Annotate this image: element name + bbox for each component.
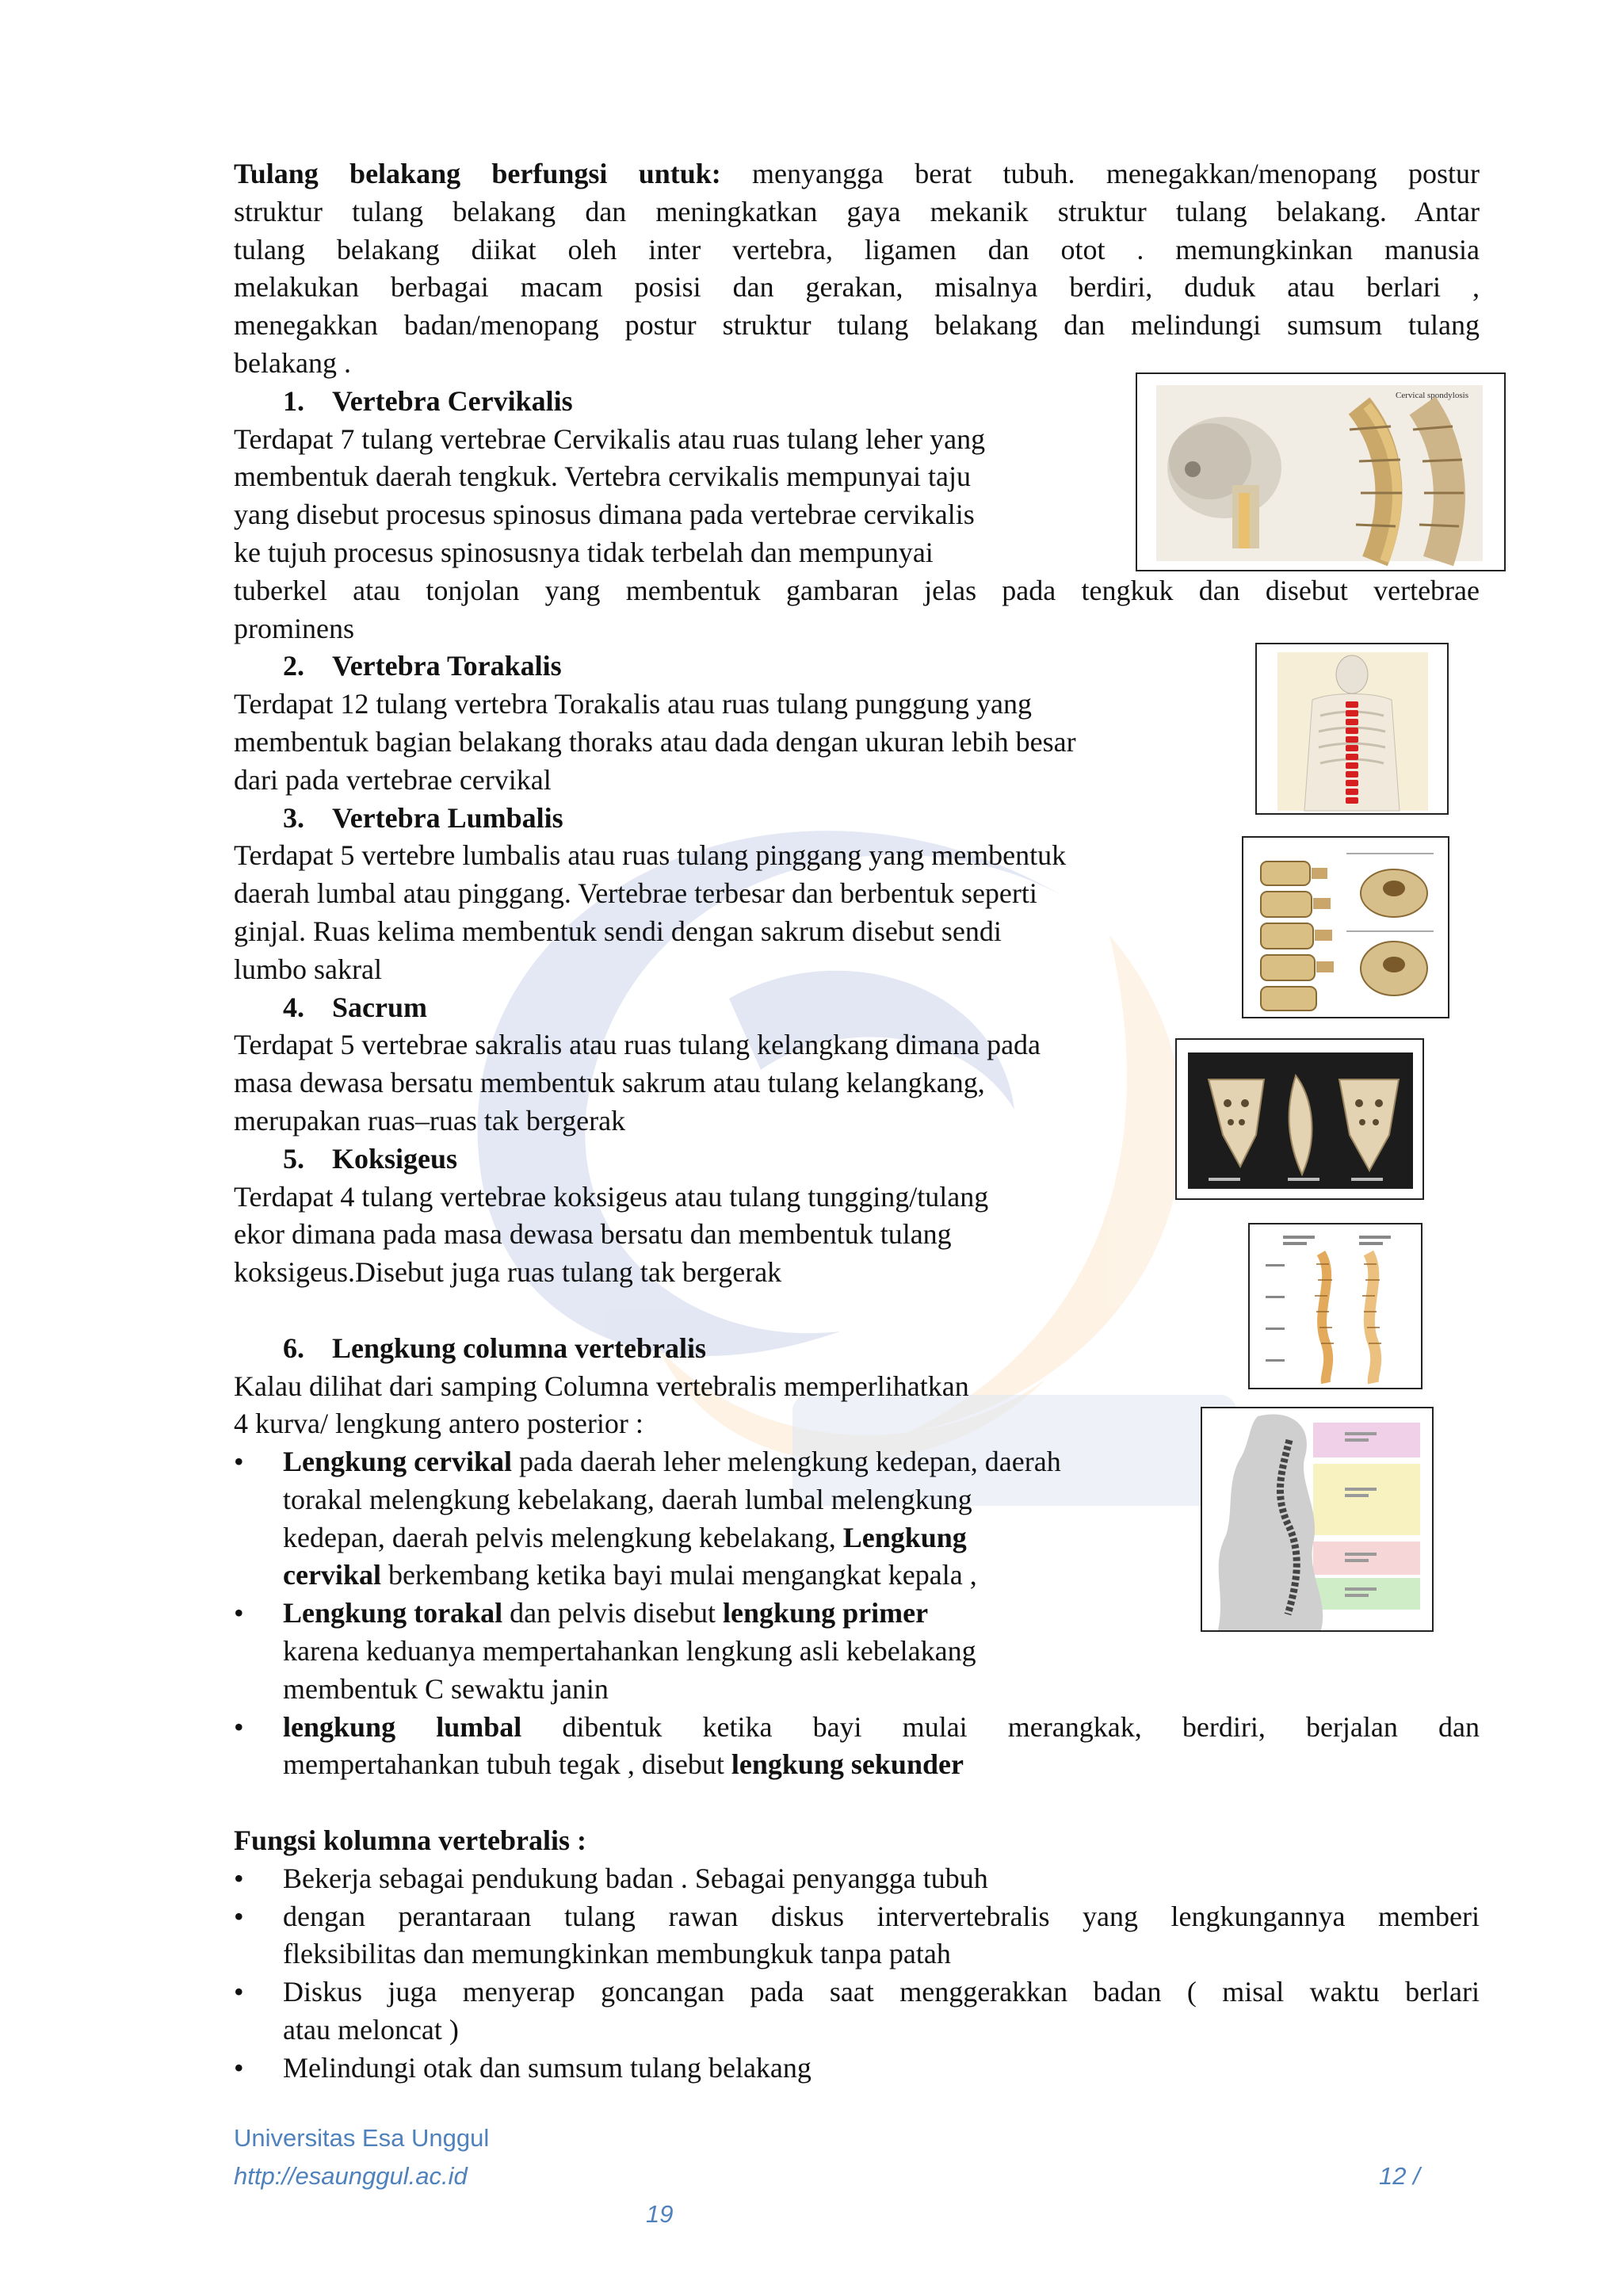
cervikalis-line-3: yang disebut procesus spinosus dimana pada vertebrae cervikalis: [234, 499, 975, 531]
bullet-item: • dengan perantaraan tulang rawan diskus intervertebralis yang lengkungannya memberi: [234, 1900, 1480, 1932]
section-heading-lumbalis: 3. Vertebra Lumbalis: [283, 801, 563, 834]
intro-line-4: melakukan berbagai macam posisi dan gerakan, misalnya berdiri, duduk atau berlari ,: [234, 271, 1480, 304]
sacrum-line-1: Terdapat 5 vertebrae sakralis atau ruas tulang kelangkang dimana pada: [234, 1029, 1041, 1061]
column-illustration: [1250, 1224, 1421, 1388]
footer-page-total: 19: [646, 2200, 674, 2228]
bullet-item: • Melindungi otak dan sumsum tulang belakang: [234, 2051, 812, 2084]
cervical-illustration: [1137, 374, 1504, 570]
intro-line-1: Tulang belakang berfungsi untuk: menyangga berat tubuh. menegakkan/menopang postur: [234, 158, 1480, 189]
bullet-continuation: cervikal berkembang ketika bayi mulai mengangkat kepala ,: [283, 1559, 977, 1591]
torakalis-line-3: dari pada vertebrae cervikal: [234, 763, 552, 796]
section-heading-torakalis: 2. Vertebra Torakalis: [283, 650, 562, 682]
bullet-continuation: membentuk C sewaktu janin: [283, 1672, 609, 1705]
lengkung-line-1: Kalau dilihat dari samping Columna vertebralis memperlihatkan: [234, 1370, 969, 1402]
lumbalis-line-4: lumbo sakral: [234, 953, 382, 985]
cervikalis-line-6: prominens: [234, 612, 354, 644]
lumbar-illustration: [1243, 838, 1448, 1017]
figure-cervical-spine: [1136, 372, 1506, 571]
section-heading-lengkung: 6. Lengkung columna vertebralis: [283, 1331, 707, 1364]
intro-line-3: tulang belakang diikat oleh inter vertebra, ligamen dan otot . memungkinkan manusia: [234, 233, 1480, 266]
torakalis-line-1: Terdapat 12 tulang vertebra Torakalis atau ruas tulang punggung yang: [234, 688, 1032, 720]
bullet-continuation: fleksibilitas dan memungkinkan membungkuk tanpa patah: [283, 1938, 951, 1970]
lumbalis-line-3: ginjal. Ruas kelima membentuk sendi dengan sakrum disebut sendi: [234, 915, 1002, 947]
fungsi-heading: Fungsi kolumna vertebralis :: [234, 1824, 587, 1857]
figure-caption: Cervical spondylosis: [1396, 391, 1468, 400]
bullet-continuation: kedepan, daerah pelvis melengkung kebelakang, Lengkung: [283, 1521, 967, 1553]
figure-thoracic-spine: [1255, 643, 1449, 815]
bullet-continuation: torakal melengkung kebelakang, daerah lumbal melengkung: [283, 1483, 972, 1515]
torakalis-line-2: membentuk bagian belakang thoraks atau dada dengan ukuran lebih besar: [234, 725, 1076, 758]
figure-vertebral-column: [1248, 1223, 1423, 1389]
koksigeus-line-1: Terdapat 4 tulang vertebrae koksigeus atau tulang tungging/tulang: [234, 1180, 989, 1213]
section-heading-cervikalis: 1. Vertebra Cervikalis: [283, 384, 573, 417]
cervikalis-line-5: tuberkel atau tonjolan yang membentuk gambaran jelas pada tengkuk dan disebut vertebrae: [234, 574, 1480, 606]
bullet-continuation: mempertahankan tubuh tegak , disebut lengkung sekunder: [283, 1748, 964, 1781]
intro-line-2: struktur tulang belakang dan meningkatkan gaya mekanik struktur tulang belakang. Antar: [234, 195, 1480, 227]
bullet-continuation: atau meloncat ): [283, 2014, 459, 2046]
figure-lumbar-vertebrae: [1242, 836, 1449, 1018]
figure-sacrum: [1175, 1038, 1424, 1200]
bullet-item: • Lengkung torakal dan pelvis disebut lengkung primer: [234, 1597, 929, 1629]
bullet-item: • Bekerja sebagai pendukung badan . Sebagai penyangga tubuh: [234, 1862, 988, 1894]
bullet-item: • lengkung lumbal dibentuk ketika bayi mulai merangkak, berdiri, berjalan dan: [234, 1710, 1480, 1743]
cervikalis-line-4: ke tujuh procesus spinosusnya tidak terbelah dan mempunyai: [234, 536, 934, 568]
sacrum-line-3: merupakan ruas–ruas tak bergerak: [234, 1104, 626, 1137]
bullet-item: • Lengkung cervikal pada daerah leher melengkung kedepan, daerah: [234, 1446, 1061, 1478]
koksigeus-line-2: ekor dimana pada masa dewasa bersatu dan membentuk tulang: [234, 1218, 952, 1251]
spacer: [234, 1784, 1480, 1822]
footer-university: Universitas Esa Unggul: [234, 2124, 490, 2152]
intro-line-6: belakang .: [234, 346, 351, 379]
sacrum-illustration: [1177, 1040, 1423, 1198]
bullet-continuation: karena keduanya mempertahankan lengkung asli kebelakang: [283, 1635, 976, 1668]
sacrum-line-2: masa dewasa bersatu membentuk sakrum atau tulang kelangkang,: [234, 1067, 985, 1099]
cervikalis-line-1: Terdapat 7 tulang vertebrae Cervikalis atau ruas tulang leher yang: [234, 422, 986, 455]
intro-line-5: menegakkan badan/menopang postur struktur tulang belakang dan melindungi sumsum tulang: [234, 309, 1480, 342]
lumbalis-line-2: daerah lumbal atau pinggang. Vertebrae terbesar dan berbentuk seperti: [234, 877, 1037, 910]
footer-page-number: 12 /: [1379, 2162, 1420, 2190]
lumbalis-line-1: Terdapat 5 vertebre lumbalis atau ruas tulang pinggang yang membentuk: [234, 839, 1067, 872]
lengkung-line-2: 4 kurva/ lengkung antero posterior :: [234, 1408, 643, 1440]
section-heading-sacrum: 4. Sacrum: [283, 991, 427, 1023]
thoracic-illustration: [1257, 644, 1447, 813]
bullet-item: • Diskus juga menyerap goncangan pada saat menggerakkan badan ( misal waktu berlari: [234, 1976, 1480, 2008]
footer-url-link[interactable]: http://esaunggul.ac.id: [234, 2162, 468, 2190]
cervikalis-line-2: membentuk daerah tengkuk. Vertebra cervikalis mempunyai taju: [234, 460, 972, 493]
section-heading-koksigeus: 5. Koksigeus: [283, 1142, 458, 1175]
figure-spine-curves: [1201, 1407, 1434, 1632]
koksigeus-line-3: koksigeus.Disebut juga ruas tulang tak bergerak: [234, 1256, 782, 1289]
curves-illustration: [1202, 1408, 1432, 1630]
